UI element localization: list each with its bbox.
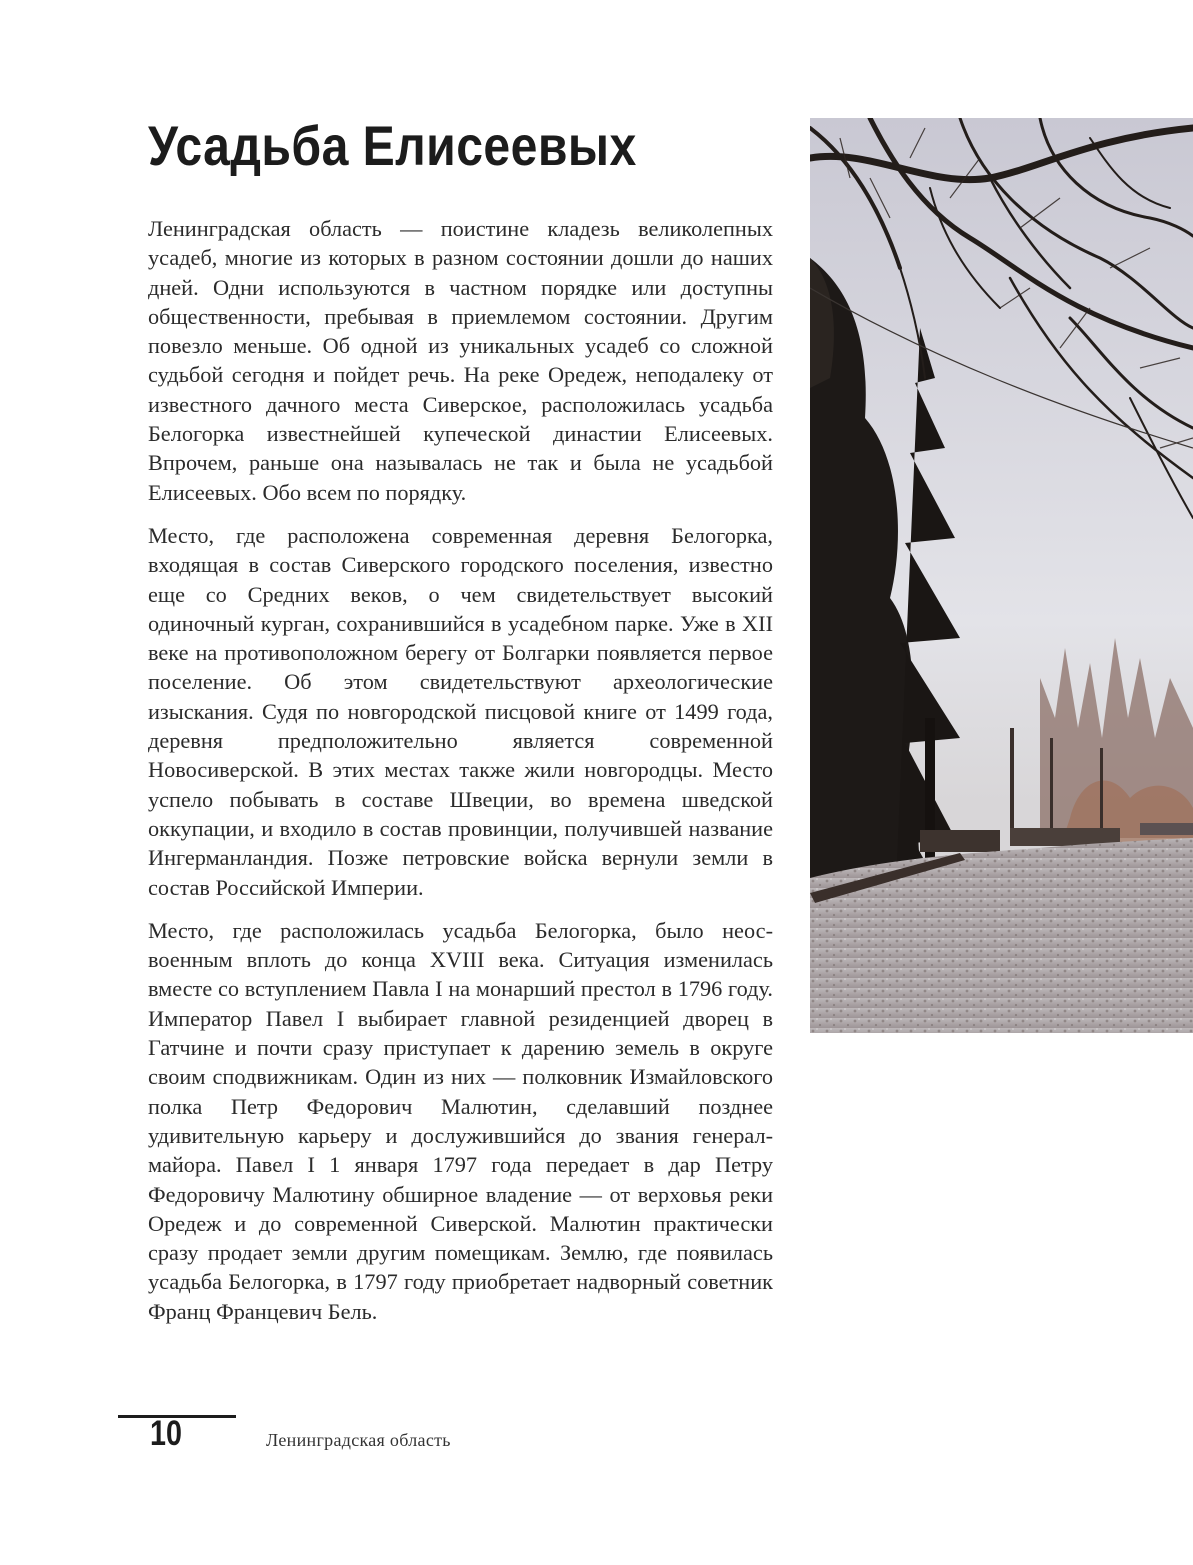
paragraph-2: Место, где расположена современная деревня Белогорка, входящая в состав Сиверского городского поселения, известно еще со Средних веков, о чем свидетельствует высокий одиночный курган, сохранившийся в усадебном парке. Уже в XII веке на противоположном берегу от Болгарки появляется первое поселение. Об этом свидетельствуют археологические изыскания. Судя по новгородской писцовой книге от 1499 года, деревня предположительно является современной Новосиверской. В этих местах также жили новгородцы. Место успело побывать в составе Швеции, во времена шведской оккупации, и входило в состав провинции, получившей название Ингерманландия. Позже петровские войска вернули земли в состав Российской Империи. bbox=[148, 522, 773, 900]
winter-park-photo bbox=[810, 118, 1193, 1033]
running-title: Ленинградская область bbox=[266, 1430, 451, 1450]
paragraph-1: Ленинградская область — поистине кладезь великолепных усадеб, многие из которых в разном состоянии дошли до наших дней. Одни используются в частном порядке или доступны общественности, пребывая в приемлемом состоянии. Другим повезло меньше. Об одной из уникальных усадеб со сложной судьбой сегодня и пойдет речь. На реке Оредеж, неподалеку от известного дачного места Сиверское, расположилась усадьба Белогорка известнейшей купеческой династии Елисеевых. Впрочем, раньше она называлась не так и была не усадьбой Елисеевых. Обо всем по порядку. bbox=[148, 216, 773, 505]
page-title: Усадьба Елисеевых bbox=[148, 114, 637, 177]
article-body bbox=[148, 214, 773, 1340]
page-number: 10 bbox=[150, 1414, 182, 1453]
paragraph-3: Место, где расположилась усадьба Белогорка, было неосвоенным вплоть до конца XVIII века. Ситуация изменилась вместе со вступлением Павла I на монарший престол в 1796 году. Император Павел I выбирает главной резиденцией дворец в Гатчине и почти сразу приступает к дарению земель в округе своим сподвижникам. Один из них — полковник Измайловского полка Петр Федорович Малютин, сделавший позднее удивительную карьеру и дослужившийся до звания генерал-майора. Павел I 1 января 1797 года передает в дар Петру Федоровичу Малютину обширное владение — от верховья реки Оредеж и до современной Сиверской. Малютин практически сразу продает земли другим помещикам. Землю, где появилась усадьба Белогорка, в 1797 году приобретает надворный советник Франц Францевич Бель. bbox=[148, 917, 773, 1324]
